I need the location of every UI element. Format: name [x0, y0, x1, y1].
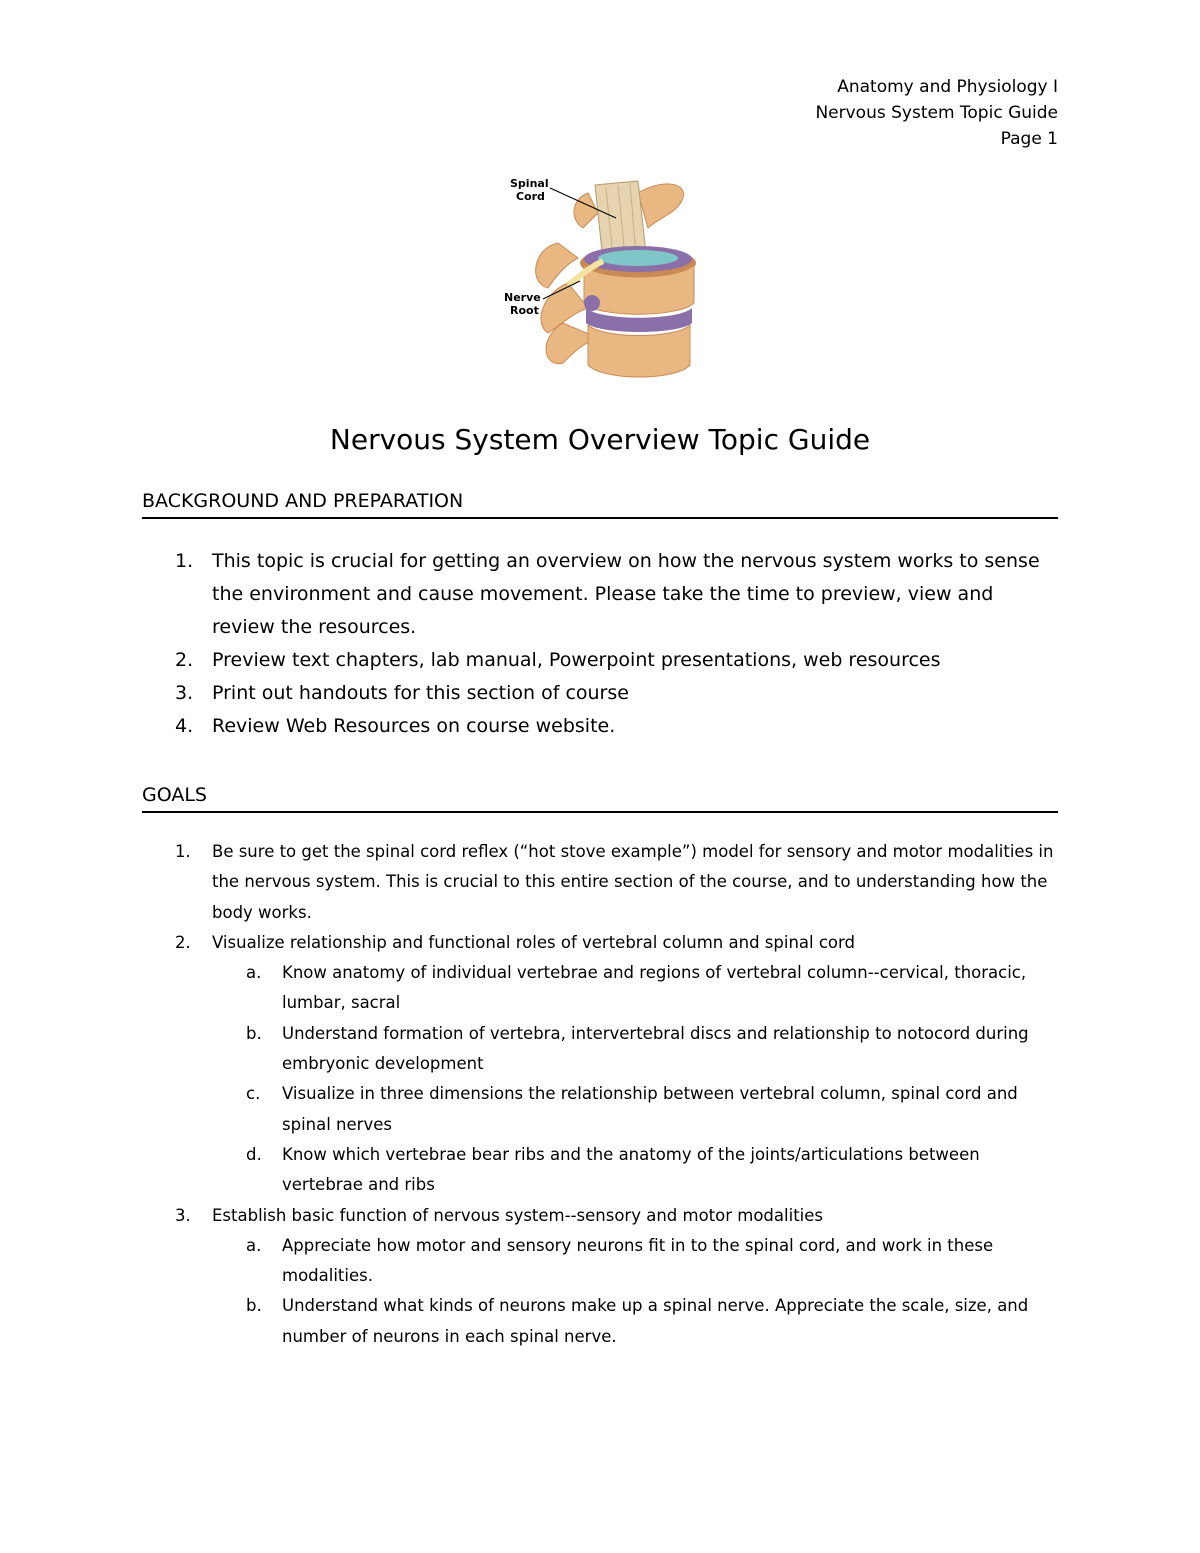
item-text: Visualize relationship and functional roles of vertebral column and spinal cord — [212, 932, 855, 952]
item-number: 2. — [175, 932, 191, 952]
list-item — [142, 928, 1058, 958]
item-number: 2. — [175, 649, 194, 671]
item-number: 1. — [175, 842, 191, 861]
item-letter: a. — [246, 1235, 262, 1255]
item-text: Establish basic function of nervous system--sensory and motor modalities — [212, 1205, 823, 1225]
label-spinal-line1: Spinal — [510, 177, 549, 190]
item-text: Visualize in three dimensions the relationship between vertebral column, spinal cord and spinal nerves — [282, 1084, 1018, 1134]
list-subitem — [142, 1079, 1058, 1140]
list-subitem — [142, 1291, 1058, 1352]
background-heading: BACKGROUND AND PREPARATION — [142, 487, 1058, 519]
list-subitem — [142, 1231, 1058, 1292]
item-letter: d. — [246, 1144, 262, 1164]
item-number: 4. — [175, 715, 194, 737]
goals-list — [142, 837, 1058, 1352]
item-letter: b. — [246, 1296, 262, 1316]
label-root-line2: Root — [510, 304, 539, 317]
item-text: Be sure to get the spinal cord reflex (“hot stove example”) model for sensory and motor modalities in the nervous system. This is crucial to this entire section of the course, and to understanding how the body works. — [212, 842, 1054, 922]
item-text: Understand formation of vertebra, intervertebral discs and relationship to notocord during embryonic development — [282, 1023, 1029, 1074]
item-number: 3. — [175, 682, 194, 704]
item-number: 3. — [175, 1205, 191, 1225]
list-subitem — [142, 958, 1058, 1019]
label-cord-line2: Cord — [516, 190, 545, 203]
header-guide: Nervous System Topic Guide — [815, 103, 1058, 123]
page-header — [815, 74, 1058, 152]
goals-heading: GOALS — [142, 781, 1058, 813]
list-item — [142, 1201, 1058, 1231]
item-letter: a. — [246, 963, 262, 983]
item-text: Print out handouts for this section of course — [212, 682, 629, 704]
label-nerve-line1: Nerve — [504, 291, 541, 304]
item-letter: c. — [246, 1084, 261, 1104]
item-text: Preview text chapters, lab manual, Powerpoint presentations, web resources — [212, 649, 941, 671]
list-subitem — [142, 1019, 1058, 1080]
header-page-number: Page 1 — [1000, 129, 1058, 149]
item-number: 1. — [175, 550, 194, 572]
item-text: Know which vertebrae bear ribs and the anatomy of the joints/articulations between vertebrae and ribs — [282, 1144, 980, 1195]
item-text: Review Web Resources on course website. — [212, 715, 616, 737]
document-title: Nervous System Overview Topic Guide — [329, 423, 871, 456]
list-item — [142, 644, 1058, 677]
item-text: This topic is crucial for getting an overview on how the nervous system works to sense the environment and cause movement. Please take the time to preview, view and review the resources. — [212, 550, 1040, 638]
item-letter: b. — [246, 1023, 262, 1043]
item-text: Know anatomy of individual vertebrae and regions of vertebral column--cervical, thoracic, lumbar, sacral — [282, 963, 1027, 1013]
list-item — [142, 837, 1058, 928]
spinal-cord-illustration — [488, 173, 710, 393]
list-subitem — [142, 1140, 1058, 1201]
list-item — [142, 677, 1058, 710]
item-text: Understand what kinds of neurons make up a spinal nerve. Appreciate the scale, size, and number of neurons in each spinal nerve. — [282, 1296, 1029, 1346]
item-text: Appreciate how motor and sensory neurons fit in to the spinal cord, and work in these modalities. — [282, 1235, 994, 1286]
list-item — [142, 545, 1058, 644]
header-course: Anatomy and Physiology I — [837, 77, 1058, 97]
list-item — [142, 710, 1058, 743]
background-list — [142, 545, 1058, 743]
